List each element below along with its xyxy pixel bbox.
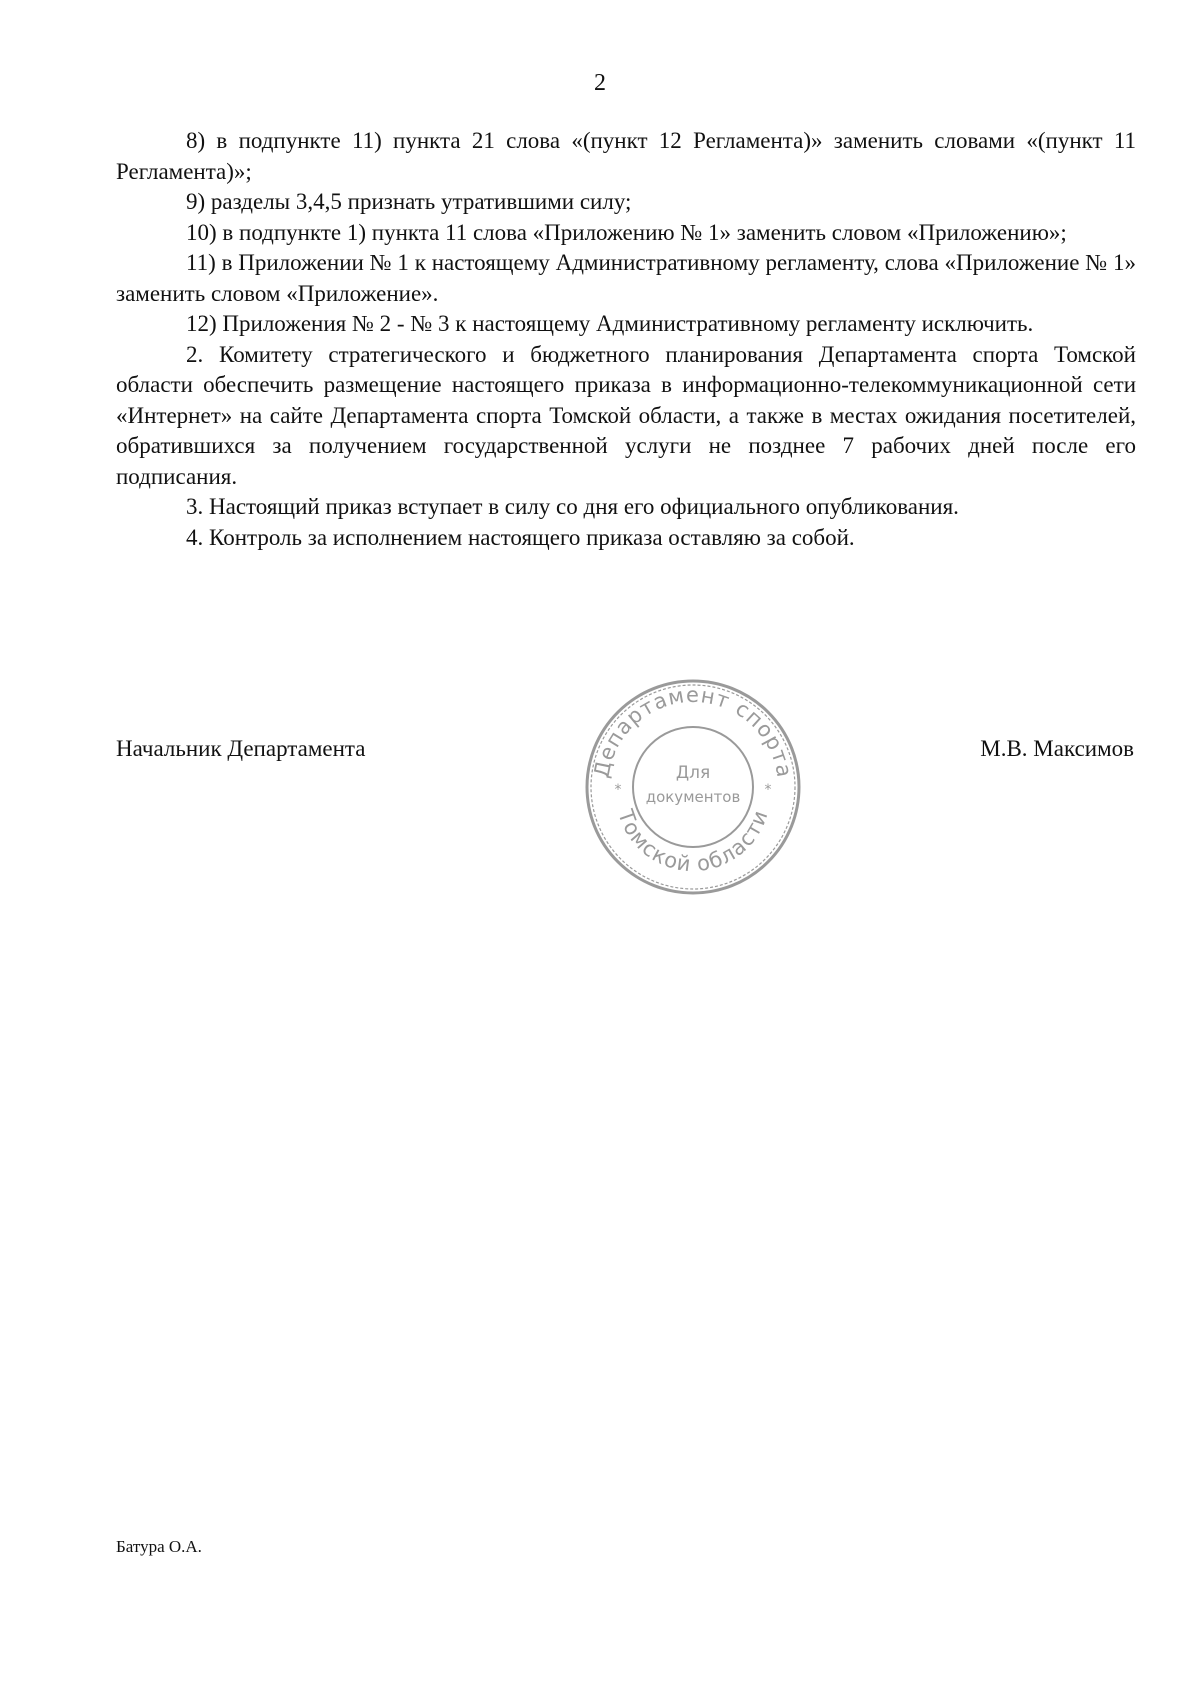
- document-body: [116, 126, 1136, 553]
- page-number: 2: [594, 70, 606, 96]
- paragraph-point-2: 2. Комитету стратегического и бюджетного планирования Департамента спорта Томской области обеспечить размещение настоящего приказа в информационно-телекоммуникационной сети «Интернет» на сайте Департамента спорта Томской области, а также в местах ожидания посетителей, обратившихся за получением государственной услуги не позднее 7 рабочих дней после его подписания.: [116, 341, 1136, 489]
- paragraph-item-11: 11) в Приложении № 1 к настоящему Административному регламенту, слова «Приложение № 1» заменить словом «Приложение».: [116, 250, 1136, 306]
- signature-name: М.В. Максимов: [980, 736, 1134, 761]
- stamp-star-right: *: [764, 782, 772, 798]
- paragraph-point-3: 3. Настоящий приказ вступает в силу со дня его официального опубликования.: [186, 494, 959, 519]
- paragraph-item-10: 10) в подпункте 1) пункта 11 слова «Приложению № 1» заменить словом «Приложению»;: [186, 219, 1067, 245]
- stamp-outer-text-bottom: Томской области: [613, 806, 773, 877]
- executor-name: Батура О.А.: [116, 1537, 202, 1556]
- stamp-center-line-2: документов: [645, 788, 741, 806]
- stamp-star-left: *: [614, 782, 622, 798]
- stamp-seal-icon: [578, 672, 808, 902]
- paragraph-point-4: 4. Контроль за исполнением настоящего приказа оставляю за собой.: [186, 524, 855, 550]
- stamp-center-line-1: Для: [675, 763, 711, 783]
- official-stamp: [578, 672, 808, 902]
- stamp-outer-text-top: Департамент спорта: [589, 682, 797, 780]
- paragraph-item-12: 12) Приложения № 2 - № 3 к настоящему Административному регламенту исключить.: [186, 311, 1034, 336]
- signature-position: Начальник Департамента: [116, 736, 366, 761]
- paragraph-item-8: 8) в подпункте 11) пункта 21 слова «(пункт 12 Регламента)» заменить словами «(пункт 11 Регламента)»;: [116, 128, 1136, 184]
- paragraph-item-9: 9) разделы 3,4,5 признать утратившими силу;: [186, 189, 632, 214]
